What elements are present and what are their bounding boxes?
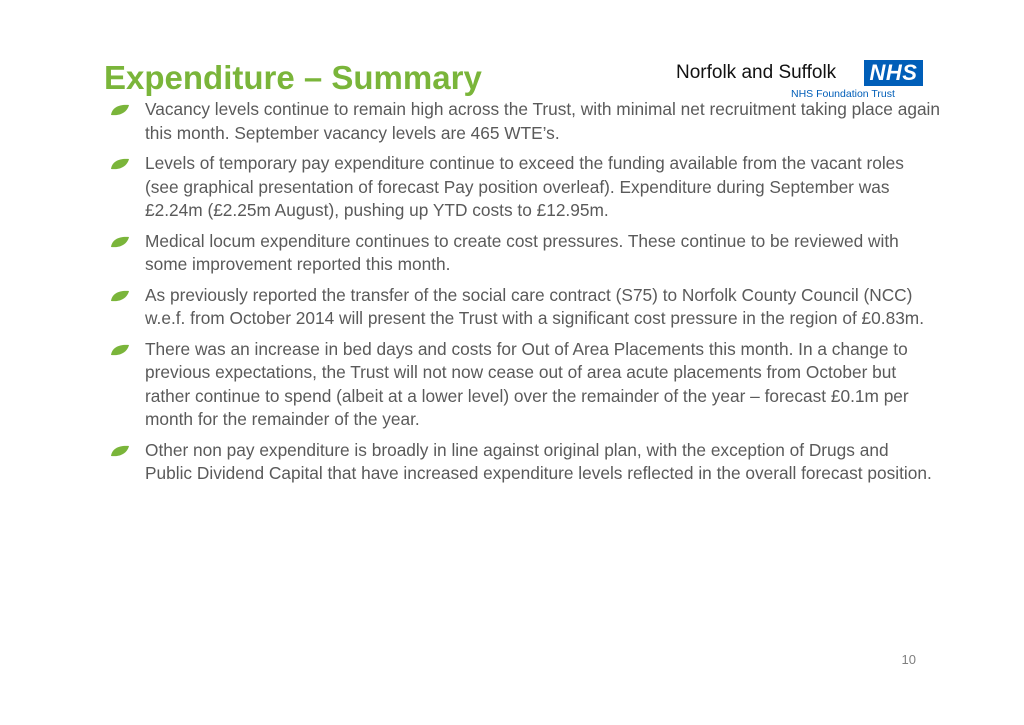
page-number: 10	[901, 652, 916, 667]
bullet-list	[110, 98, 940, 493]
bullet-text: Medical locum expenditure continues to create cost pressures. These continue to be reviewed with some improvement reported this month.	[145, 230, 899, 274]
leaf-bullet-icon	[110, 290, 130, 302]
bullet-item	[110, 284, 940, 331]
leaf-bullet-icon	[110, 104, 130, 116]
nhs-trust-logo	[676, 60, 926, 102]
bullet-item	[110, 98, 940, 145]
bullet-item	[110, 152, 940, 223]
logo-organisation-name: Norfolk and Suffolk	[676, 62, 837, 83]
bullet-item	[110, 230, 940, 277]
leaf-bullet-icon	[110, 445, 130, 457]
leaf-bullet-icon	[110, 158, 130, 170]
bullet-item	[110, 338, 940, 432]
logo-subtitle: NHS Foundation Trust	[791, 88, 895, 100]
slide-title: Expenditure – Summary	[104, 59, 482, 96]
bullet-text: There was an increase in bed days and costs for Out of Area Placements this month. In a change to previous expectations, the Trust will not now cease out of area acute placements from October but rather continue to spend (albeit at a lower level) over the remainder of the year – forecast £0.1m per month for the remainder of the year.	[145, 338, 909, 429]
leaf-bullet-icon	[110, 344, 130, 356]
bullet-item	[110, 439, 940, 486]
bullet-text: Other non pay expenditure is broadly in line against original plan, with the exception of Drugs and Public Dividend Capital that have increased expenditure levels reflected in the overall forecast position.	[145, 439, 932, 483]
bullet-text: Levels of temporary pay expenditure continue to exceed the funding available from the vacant roles (see graphical presentation of forecast Pay position overleaf). Expenditure during September was £2.24m (£2.25m August), pushing up YTD costs to £12.95m.	[145, 153, 904, 220]
leaf-bullet-icon	[110, 236, 130, 248]
bullet-text: Vacancy levels continue to remain high across the Trust, with minimal net recruitment taking place again this month. September vacancy levels are 465 WTE’s.	[145, 99, 941, 143]
nhs-badge: NHS	[864, 60, 923, 86]
bullet-text: As previously reported the transfer of the social care contract (S75) to Norfolk County Council (NCC) w.e.f. from October 2014 will present the Trust with a significant cost pressure in the region of £0.83m.	[145, 284, 924, 328]
